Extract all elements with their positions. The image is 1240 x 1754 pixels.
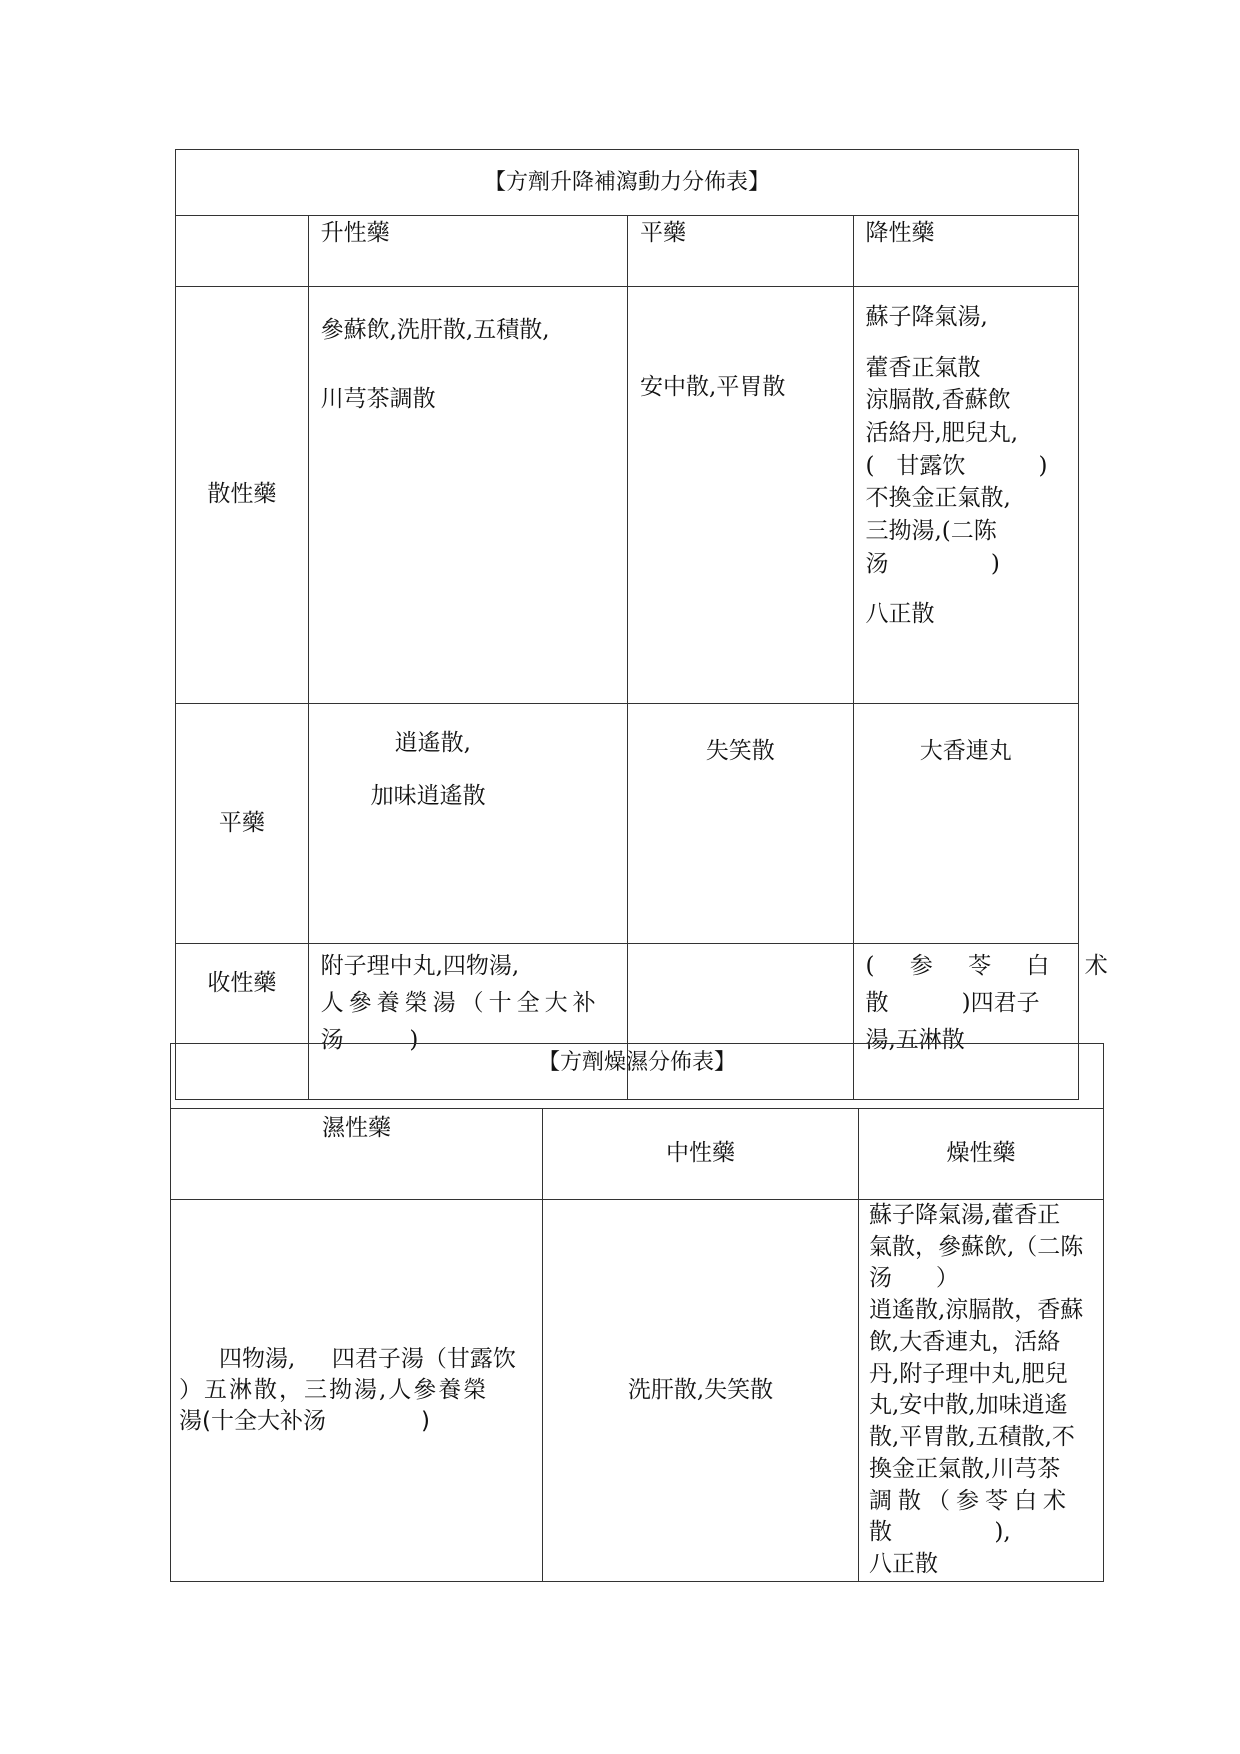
formula-line: 散,平胃散,五積散,不 — [869, 1424, 1075, 1451]
formula-line: 活絡丹,肥兒丸, — [865, 419, 1019, 446]
col-header-moistening: 濕性藥 — [171, 1109, 543, 1200]
formula-line: 附子理中丸,四物湯, — [320, 953, 520, 979]
formula-line: ）五淋散，三拗湯,人參養榮 — [179, 1376, 489, 1403]
formula-line: 散 ), — [869, 1519, 1011, 1546]
table-title: 【方劑燥濕分佈表】 — [171, 1044, 1104, 1109]
formula-line: 川芎茶調散 — [320, 386, 436, 413]
formula-line: 三拗湯,(二陈 — [865, 517, 997, 544]
formula-line: 安中散,平胃散 — [640, 374, 786, 400]
formula-line: 蘇子降氣湯, — [865, 304, 988, 330]
formula-line: ( 参 苓 白 术 — [865, 953, 1122, 979]
table-row — [171, 1200, 1104, 1582]
cell-dispersing-descending — [853, 287, 1079, 704]
formula-line: 散 )四君子 — [865, 989, 1040, 1016]
formula-line: 參蘇飲,洗肝散,五積散, — [320, 317, 550, 343]
formula-line: 逍遙散, — [394, 730, 471, 756]
formula-line: 八正散 — [869, 1551, 938, 1578]
col-header-neutral: 中性藥 — [543, 1109, 859, 1200]
formula-line: 逍遙散,涼膈散，香蘇 — [869, 1297, 1084, 1324]
formula-line: 湯(十全大补汤 ) — [179, 1407, 430, 1434]
ascend-descend-table — [175, 149, 1122, 1100]
formula-line: 人參養榮湯（十全大补 — [320, 989, 601, 1016]
row-header-dispersing: 散性藥 — [176, 287, 309, 704]
cell-neutral-descending — [853, 704, 1079, 944]
formula-line: 蘇子降氣湯,藿香正 — [869, 1202, 1061, 1228]
formula-line: 汤 ) — [865, 550, 1000, 577]
formula-line: 四物湯, 四君子湯（甘露饮 — [219, 1345, 516, 1372]
formula-line: 藿香正氣散 — [865, 354, 981, 381]
formula-line: 調散（参苓白术 — [869, 1487, 1072, 1514]
formula-line: 飲,大香連丸，活絡 — [869, 1328, 1061, 1355]
cell-neutral-ascending — [308, 704, 627, 944]
row-header-astringent: 收性藥 — [176, 944, 309, 1100]
formula-line: 大香連丸 — [919, 738, 1012, 764]
cell-neutral-neutral — [628, 704, 853, 944]
col-header-ascending: 升性藥 — [308, 216, 627, 287]
formula-line: 換金正氣散,川芎茶 — [869, 1455, 1061, 1482]
formula-line: 汤 ) — [320, 1026, 419, 1053]
formula-line: ( 甘露饮 ) — [865, 452, 1048, 479]
cell-dispersing-ascending — [308, 287, 627, 704]
dry-damp-table — [170, 1043, 1104, 1582]
formula-line: 丹,附子理中丸,肥兒 — [869, 1360, 1068, 1387]
corner-cell — [176, 216, 309, 287]
formula-line: 不換金正氣散, — [865, 485, 1011, 512]
table-row — [176, 287, 1079, 704]
formula-line: 湯,五淋散 — [865, 1026, 965, 1053]
col-header-drying: 燥性藥 — [859, 1109, 1104, 1200]
formula-line: 氣散，參蘇飲,（二陈 — [869, 1233, 1084, 1260]
cell-dispersing-neutral — [628, 287, 853, 704]
col-header-descending: 降性藥 — [853, 216, 1079, 287]
formula-line: 涼膈散,香蘇飲 — [865, 387, 1011, 414]
formula-line: 丸,安中散,加味逍遙 — [869, 1392, 1068, 1419]
formula-line: 洗肝散,失笑散 — [627, 1376, 774, 1403]
row-header-neutral: 平藥 — [176, 704, 309, 944]
table-row — [176, 704, 1079, 944]
table-title: 【方劑升降補瀉動力分佈表】 — [176, 150, 1079, 216]
cell-neutral — [543, 1200, 859, 1582]
formula-line: 加味逍遙散 — [370, 783, 486, 810]
cell-moistening — [171, 1200, 543, 1582]
formula-line: 失笑散 — [705, 738, 775, 764]
formula-line: 汤 ） — [869, 1265, 959, 1292]
formula-line: 八正散 — [865, 601, 935, 628]
cell-drying — [859, 1200, 1104, 1582]
col-header-neutral: 平藥 — [628, 216, 853, 287]
